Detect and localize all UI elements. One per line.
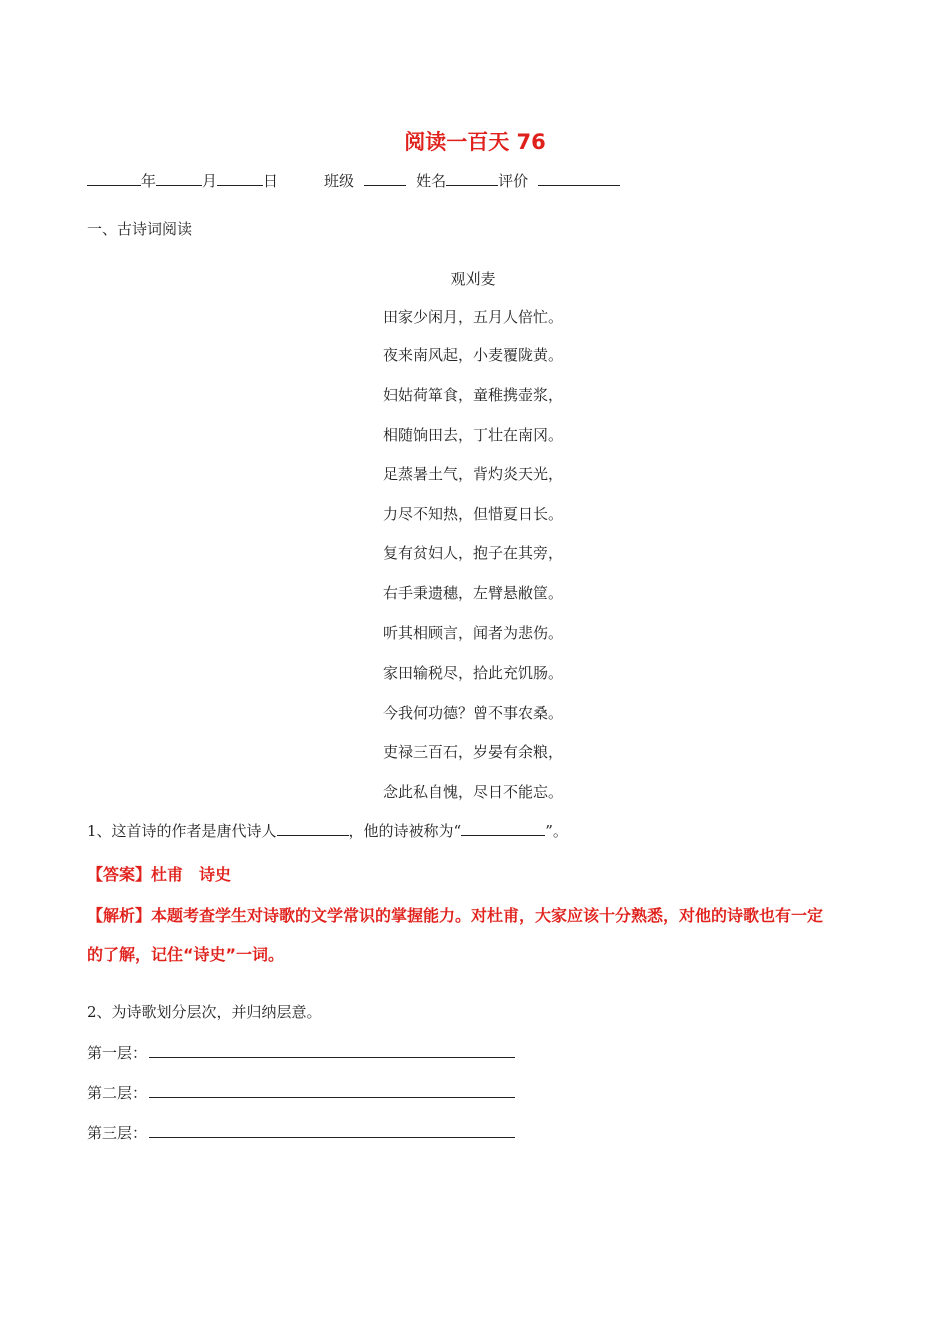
question-1 [87, 820, 568, 841]
year-blank[interactable] [87, 171, 141, 186]
poem-line: 夜来南风起，小麦覆陇黄。 [382, 346, 563, 364]
analysis-1-line-1: 【解析】本题考查学生对诗歌的文学常识的掌握能力。对杜甫，大家应该十分熟悉，对他的诗歌也有一定 [87, 906, 824, 925]
poem-line: 妇姑荷箪食，童稚携壶浆， [382, 386, 563, 404]
nickname-blank[interactable] [461, 821, 545, 836]
question-2: 2、为诗歌划分层次，并归纳层意。 [87, 1003, 322, 1021]
poem-line: 右手秉遗穗，左臂悬敝筐。 [382, 584, 563, 602]
question-1-mid: ，他的诗被称为“ [348, 822, 462, 840]
poem-line: 家田输税尽，拾此充饥肠。 [382, 664, 563, 682]
day-label: 日 [263, 172, 279, 190]
answer-1: 【答案】杜甫 诗史 [87, 865, 232, 884]
rating-label: 评价 [498, 172, 529, 190]
analysis-1-line-2: 的了解，记住“诗史”一词。 [87, 945, 285, 964]
rating-blank[interactable] [538, 171, 620, 186]
month-label: 月 [202, 172, 218, 190]
layer-2-label: 第二层： [87, 1084, 148, 1102]
poem-line: 田家少闲月，五月人倍忙。 [382, 308, 563, 326]
month-blank[interactable] [156, 171, 202, 186]
question-1-suffix: ”。 [545, 822, 568, 840]
name-label: 姓名 [416, 172, 447, 190]
layer-1-row [87, 1042, 515, 1063]
poet-blank[interactable] [277, 821, 349, 836]
layer-3-label: 第三层： [87, 1124, 148, 1142]
poem-line: 相随饷田去，丁壮在南冈。 [382, 426, 563, 444]
question-1-prefix: 1、这首诗的作者是唐代诗人 [87, 822, 277, 840]
year-label: 年 [141, 172, 157, 190]
poem-line: 听其相顾言，闻者为悲伤。 [382, 624, 563, 642]
poem-title: 观刈麦 [450, 270, 496, 288]
layer-3-blank[interactable] [149, 1123, 515, 1138]
poem-line: 吏禄三百石，岁晏有余粮， [382, 743, 563, 761]
day-blank[interactable] [217, 171, 263, 186]
layer-2-row [87, 1082, 515, 1103]
layer-2-blank[interactable] [149, 1083, 515, 1098]
layer-1-label: 第一层： [87, 1044, 148, 1062]
name-blank[interactable] [446, 171, 498, 186]
poem-line: 复有贫妇人，抱子在其旁， [382, 544, 563, 562]
poem-line: 念此私自愧，尽日不能忘。 [382, 783, 563, 801]
class-blank[interactable] [364, 171, 406, 186]
poem-line: 足蒸暑土气，背灼炎天光， [382, 465, 563, 483]
layer-1-blank[interactable] [149, 1043, 515, 1058]
layer-3-row [87, 1122, 515, 1143]
poem-line: 今我何功德？曾不事农桑。 [382, 704, 563, 722]
section-heading: 一、古诗词阅读 [87, 220, 193, 238]
student-info-header [87, 170, 620, 191]
page-title: 阅读一百天 76 [404, 130, 546, 154]
class-label: 班级 [324, 172, 355, 190]
poem-line: 力尽不知热，但惜夏日长。 [382, 505, 563, 523]
